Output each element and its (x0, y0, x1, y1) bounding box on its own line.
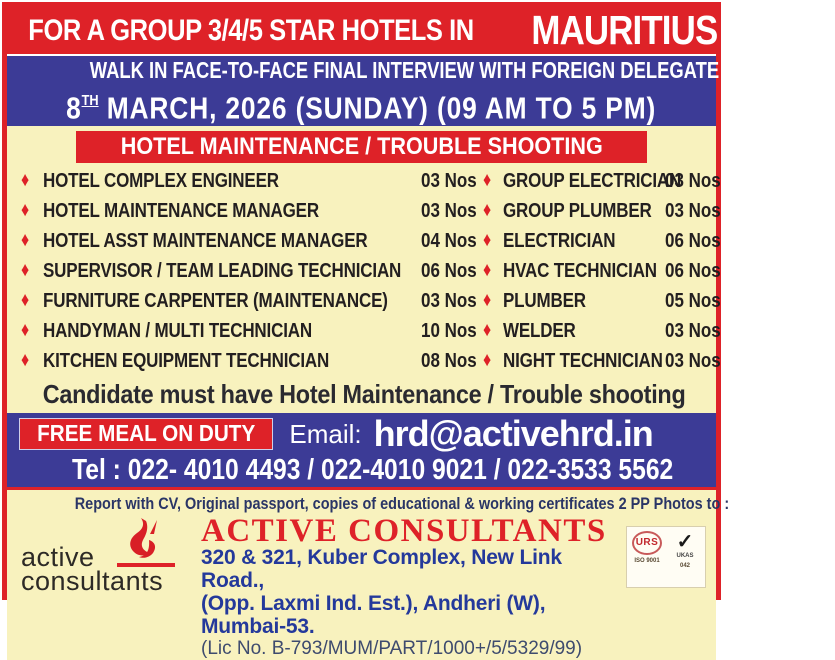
main-section (7, 126, 721, 413)
diamond-bullet-icon: ♦ (21, 320, 30, 342)
header-title: FOR A GROUP 3/4/5 STAR HOTELS IN (28, 13, 474, 47)
diamond-bullet-icon: ♦ (483, 230, 492, 252)
diamond-bullet-icon: ♦ (483, 350, 492, 372)
job-title: FURNITURE CARPENTER (MAINTENANCE) (43, 289, 388, 312)
job-count: 06 Nos (665, 259, 721, 282)
address-line-1: 320 & 321, Kuber Complex, New Link Road., (201, 546, 562, 593)
interview-line1: WALK IN FACE-TO-FACE FINAL INTERVIEW WITH FOREIGN DELEGATE ON (89, 57, 752, 83)
job-count: 03 Nos (421, 169, 477, 192)
job-title: KITCHEN EQUIPMENT TECHNICIAN (43, 349, 330, 372)
urs-logo-icon: URS (632, 531, 662, 555)
contact-email-row (19, 413, 704, 455)
ukas-badge (667, 531, 703, 583)
active-consultants-logo (17, 516, 195, 598)
diamond-bullet-icon: ♦ (21, 200, 30, 222)
header-highlight: MAURITIUS (531, 7, 718, 53)
job-title: HOTEL ASST MAINTENANCE MANAGER (43, 229, 368, 252)
address-line-2: (Opp. Laxmi Ind. Est.), Andheri (W), Mumbai-53. (201, 592, 546, 639)
telephone-numbers: Tel : 022- 4010 4493 / 022-4010 9021 / 022-3533 5562 (72, 454, 674, 487)
footer-section (7, 490, 730, 660)
contact-banner (7, 413, 716, 487)
job-count: 04 Nos (421, 229, 477, 252)
logo-word-active: active (21, 542, 95, 573)
diamond-bullet-icon: ♦ (483, 320, 492, 342)
diamond-bullet-icon: ♦ (21, 230, 30, 252)
job-count: 06 Nos (665, 229, 721, 252)
job-count: 06 Nos (421, 259, 477, 282)
ukas-number: 042 (679, 563, 690, 570)
diamond-bullet-icon: ♦ (21, 260, 30, 282)
report-instructions: Report with CV, Original passport, copies of educational & working certificates 2 PP Photos to : (74, 494, 730, 514)
diamond-bullet-icon: ♦ (483, 170, 492, 192)
job-count: 03 Nos (421, 289, 477, 312)
job-title: ELECTRICIAN (503, 229, 616, 252)
job-row (21, 286, 721, 316)
job-count: 03 Nos (665, 319, 721, 342)
logo-word-consultants: consultants (21, 566, 164, 597)
job-row (21, 196, 721, 226)
job-title: HOTEL MAINTENANCE MANAGER (43, 199, 319, 222)
job-title: HANDYMAN / MULTI TECHNICIAN (43, 319, 312, 342)
certification-badges (626, 526, 706, 588)
diamond-bullet-icon: ♦ (483, 260, 492, 282)
interview-banner (7, 56, 752, 126)
job-title: PLUMBER (503, 289, 586, 312)
header-banner (7, 7, 716, 56)
job-title: GROUP PLUMBER (503, 199, 652, 222)
email-address: hrd@activehrd.in (373, 413, 653, 455)
job-title: NIGHT TECHNICIAN (503, 349, 663, 372)
urs-iso-badge (629, 531, 665, 583)
section-title: HOTEL MAINTENANCE / TROUBLE SHOOTING (76, 131, 648, 163)
email-label: Email: (289, 418, 362, 449)
note-wrap (7, 379, 716, 410)
poster-frame (2, 2, 752, 660)
company-name: ACTIVE CONSULTANTS (201, 513, 607, 550)
free-meal-badge: FREE MEAL ON DUTY (19, 418, 273, 450)
company-block (195, 513, 626, 660)
ukas-label: UKAS (676, 553, 694, 560)
diamond-bullet-icon: ♦ (21, 290, 30, 312)
interview-date-ordinal: TH (81, 92, 99, 109)
diamond-bullet-icon: ♦ (21, 170, 30, 192)
section-title-wrap (7, 131, 716, 163)
job-title: GROUP ELECTRICIAN (503, 169, 682, 192)
job-title: WELDER (503, 319, 576, 342)
contact-tel-row (19, 455, 704, 487)
job-title: SUPERVISOR / TEAM LEADING TECHNICIAN (43, 259, 402, 282)
job-row (21, 346, 721, 376)
iso-label: ISO 9001 (634, 558, 660, 565)
job-row (21, 166, 721, 196)
flame-logo-icon (119, 516, 175, 566)
job-count: 03 Nos (665, 199, 721, 222)
job-count: 10 Nos (421, 319, 477, 342)
interview-date-rest: MARCH, 2026 (SUNDAY) (09 AM TO 5 PM) (98, 90, 657, 126)
job-title: HVAC TECHNICIAN (503, 259, 657, 282)
job-count: 03 Nos (665, 169, 721, 192)
footer-row (17, 513, 706, 660)
job-count: 03 Nos (665, 349, 721, 372)
candidate-note: Candidate must have Hotel Maintenance / Trouble shooting (42, 379, 686, 410)
job-count: 08 Nos (421, 349, 477, 372)
diamond-bullet-icon: ♦ (483, 200, 492, 222)
ukas-check-icon: ✓ (676, 531, 694, 554)
job-list (7, 166, 721, 376)
job-count: 05 Nos (665, 289, 721, 312)
job-title: HOTEL COMPLEX ENGINEER (43, 169, 279, 192)
job-row (21, 226, 721, 256)
interview-date-line (7, 85, 716, 126)
interview-date-day: 8 (66, 90, 82, 126)
license-number: (Lic No. B-793/MUM/PART/1000+/5/5329/99) (201, 638, 583, 660)
diamond-bullet-icon: ♦ (483, 290, 492, 312)
diamond-bullet-icon: ♦ (21, 350, 30, 372)
job-row (21, 256, 721, 286)
job-count: 03 Nos (421, 199, 477, 222)
job-row (21, 316, 721, 346)
